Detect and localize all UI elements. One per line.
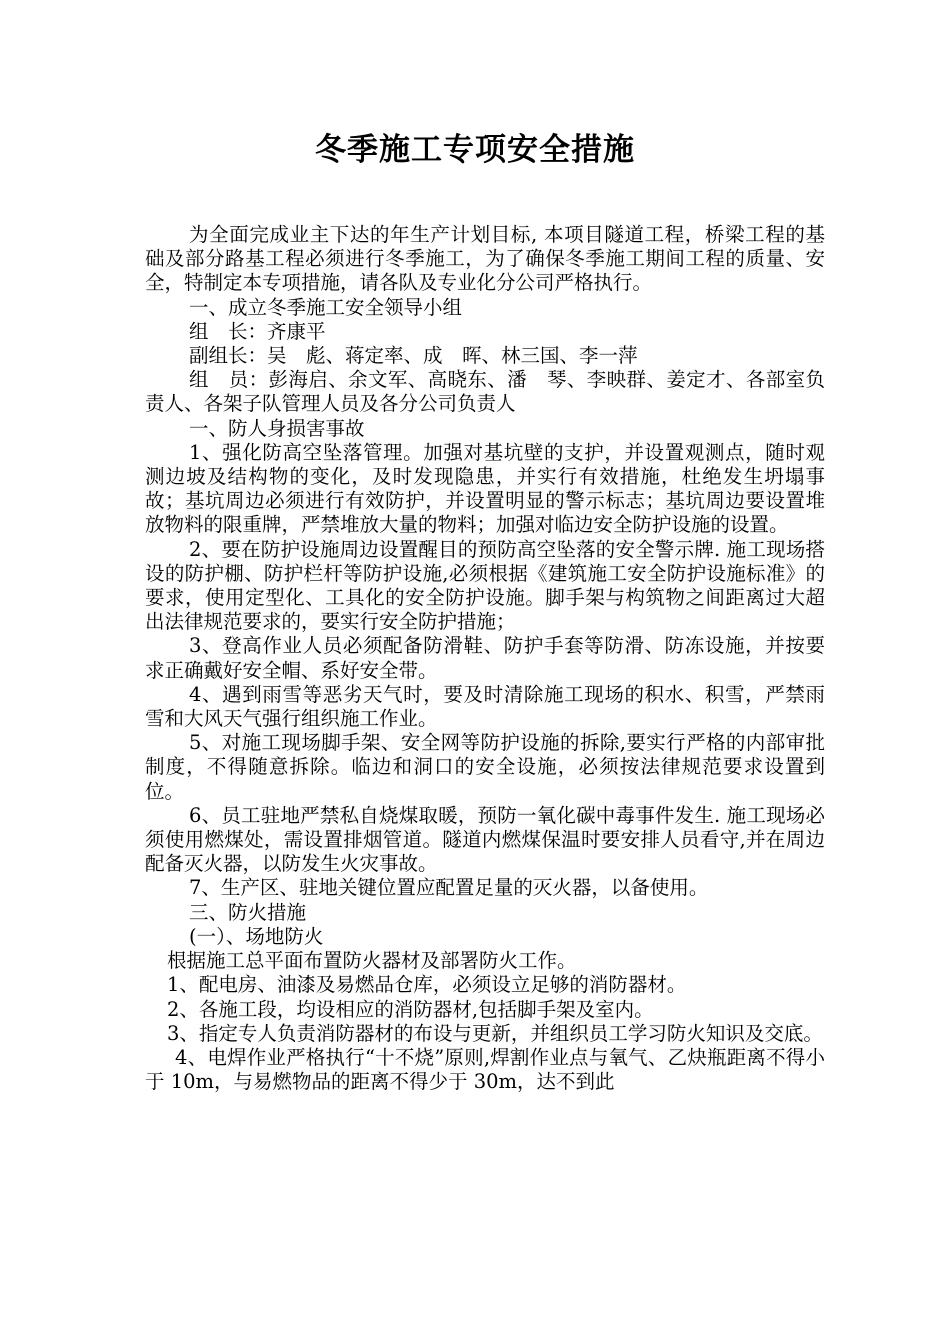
paragraph: 副组长：吴 彪、蒋定率、成 晖、林三国、李一萍 <box>189 344 638 368</box>
paragraph: 为全面完成业主下达的年生产计划目标, 本项目隧道工程，桥梁工程的基础及部分路基工程必须进行冬季施工，为了确保冬季施工期间工程的质量、安全，特制定本专项措施，请各队及专业化分公司严格执行。 <box>145 223 825 295</box>
paragraph: 5、对施工现场脚手架、安全网等防护设施的拆除,要实行严格的内部审批制度，不得随意拆除。临边和洞口的安全设施，必须按法律规范要求设置到位。 <box>145 731 825 803</box>
document-title: 冬季施工专项安全措施 <box>315 132 635 168</box>
paragraph: 组 员：彭海启、余文军、高晓东、潘 琴、李映群、姜定才、各部室负责人、各架子队管理人员及各分公司负责人 <box>145 368 825 416</box>
paragraph: 4、电焊作业严格执行“十不烧”原则,焊割作业点与氧气、乙炔瓶距离不得小于 10m，与易燃物品的距离不得少于 30m，达不到此 <box>145 1045 825 1094</box>
paragraph: 7、生产区、驻地关键位置应配置足量的灭火器，以备使用。 <box>189 876 709 900</box>
document-body <box>145 223 825 1094</box>
paragraph: 组 长：齐康平 <box>189 319 326 343</box>
paragraph: 一、成立冬季施工安全领导小组 <box>189 295 463 319</box>
paragraph: 6、员工驻地严禁私自烧煤取暖，预防一氧化碳中毒事件发生. 施工现场必须使用燃煤处，需设置排烟管道。隧道内燃煤保温时要安排人员看守,并在周边配备灭火器，以防发生火灾事故。 <box>145 803 825 876</box>
paragraph: 3、指定专人负责消防器材的布设与更新，并组织员工学习防火知识及交底。 <box>167 1021 823 1045</box>
paragraph: 3、登高作业人员必须配备防滑鞋、防护手套等防滑、防冻设施，并按要求正确戴好安全帽、系好安全带。 <box>145 634 825 682</box>
paragraph: 2、各施工段，均设相应的消防器材,包括脚手架及室内。 <box>167 997 654 1021</box>
paragraph: 1、配电房、油漆及易燃品仓库，必须设立足够的消防器材。 <box>167 973 687 997</box>
paragraph: 4、遇到雨雪等恶劣天气时，要及时清除施工现场的积水、积雪，严禁雨雪和大风天气强行组织施工作业。 <box>145 682 825 731</box>
paragraph: 三、防火措施 <box>189 900 307 924</box>
paragraph: 2、要在防护设施周边设置醒目的预防高空坠落的安全警示牌. 施工现场搭设的防护棚、防护栏杆等防护设施,必须根据《建筑施工安全防护设施标准》的要求，使用定型化、工具化的安全防护设施。脚手架与构筑物之间距离过大超出法律规范要求的，要实行安全防护措施； <box>145 537 825 634</box>
paragraph: (一）、场地防火 <box>189 924 324 948</box>
paragraph: 根据施工总平面布置防火器材及部署防火工作。 <box>167 949 577 973</box>
paragraph: 一、防人身损害事故 <box>189 416 365 440</box>
paragraph: 1、强化防高空坠落管理。加强对基坑壁的支护，并设置观测点，随时观测边坡及结构物的变化，及时发现隐患，并实行有效措施，杜绝发生坍塌事故；基坑周边必须进行有效防护，并设置明显的警示标志；基坑周边要设置堆放物料的限重牌，严禁堆放大量的物料；加强对临边安全防护设施的设置。 <box>145 440 825 537</box>
